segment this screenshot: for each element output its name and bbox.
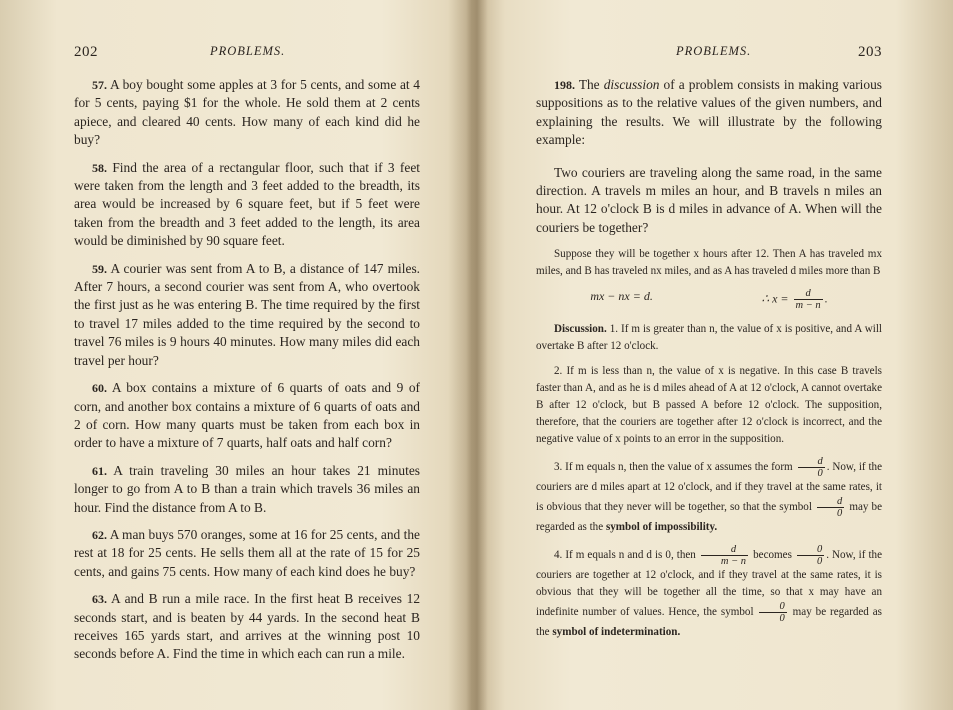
discussion-4: 4. If m equals n and d is 0, then $\frac{d}{m - n}$ becomes $\frac{0}{0}$ . Now, if the couriers are together at 12 o'clock, and if they travel at the same rates, it is obvious that they will be together all the time, so that x may have an indefinite number of values. Hence, the symbol $\frac{0}{0}$ may be regarded as the symbol of indetermination. (536, 544, 883, 639)
problem-60: 60. A box contains a mixture of 6 quarts of oats and 9 of corn, and another box contains a mixture of 6 quarts of oats and 2 of corn. How many quarts must be taken from each box in order to have a mixture of 7 quarts, half oats and half corn? (74, 380, 421, 451)
running-head-left: PROBLEMS. (210, 44, 286, 58)
problem-59: 59. A courier was sent from A to B, a distance of 147 miles. After 7 hours, a second courier was sent from A, who overtook the first just as he was entering B. The time required by the first to travel 17 miles added to the time required by the second to travel 76 miles is 9 hours 40 minutes. How many miles did each travel per hour? (74, 260, 421, 368)
running-head-right: PROBLEMS. (676, 44, 752, 58)
discussion-3: 3. If m equals n, then the value of x assumes the form $\frac{d}{0}$ . Now, if the couriers are d miles apart at 12 o'clock, and if they travel at the same rates, it is obvious that they never will be together, so that the symbol $\frac{d}{0}$ may be regarded as the symbol of impossibility. (536, 456, 882, 534)
problem-57: 57. A boy bought some apples at 3 for 5 cents, and some at 4 for 5 cents, paying $1 for the whole. He sold them at 2 cents apiece, and cleared 40 cents. How many of each kind did he buy? (74, 77, 421, 148)
discussion-1: Discussion. 1. If m is greater than n, the value of x is positive, and A will overtake B after 12 o'clock. (536, 323, 882, 353)
solution-block (536, 246, 882, 641)
section-198: 198. The discussion of a problem consists in making various suppositions as to the relative values of the given numbers, and explaining the results. We will illustrate by the following example: (536, 77, 882, 148)
discussion-2: 2. If m is less than n, the value of x is negative. In this case B travels faster than A, and as he is d miles ahead of A at 12 o'clock, A cannot overtake B after 12 o'clock, but B passed A before 12 o'clock. The supposition, therefore, that the couriers are together after 12 o'clock is incorrect, and the negative value of x points to an error in the supposition. (536, 365, 882, 446)
problem-61: 61. A train traveling 30 miles an hour takes 21 minutes longer to go from A to B than a train which travels 36 miles an hour. Find the distance from A to B. (74, 462, 420, 515)
equation-1: mx − nx = d. (590, 289, 653, 304)
problem-63: 63. A and B run a mile race. In the first heat B receives 12 seconds start, and is beaten by 44 yards. In the second heat B receives 165 yards start, and arrives at the winning post 10 seconds before A. Find the time in which each can run a mile. (74, 591, 421, 662)
supposition-text: Suppose they will be together x hours after 12. Then A has traveled mx miles, and B has traveled nx miles, and as A has traveled d miles more than B (536, 248, 882, 278)
discussion-section (536, 76, 882, 649)
example-problem: Two couriers are traveling along the same road, in the same direction. A travels m miles an hour, and B travels n miles an hour. At 12 o'clock B is d miles in advance of A. When will the couriers be together? (536, 164, 882, 235)
problem-62: 62. A man buys 570 oranges, some at 16 for 25 cents, and the rest at 18 for 25 cents. He sells them all at the rate of 15 for 25 cents, and gains 75 cents. How many of each kind does he buy? (74, 526, 420, 579)
page-number-right: 203 (858, 44, 882, 60)
problem-58: 58. Find the area of a rectangular floor, such that if 3 feet were taken from the length and 3 feet added to the breadth, its area would be increased by 6 square feet, but if 5 feet were taken from the breadth and 3 feet added to the length, its area would be diminished by 90 square feet. (74, 159, 420, 249)
page-number-left: 202 (74, 44, 98, 60)
equation-2: ∴ x = $\frac{d}{m - n}$ . (761, 288, 828, 312)
problem-list (74, 76, 420, 673)
left-page (0, 0, 476, 710)
equation-line (536, 288, 882, 311)
right-page (478, 0, 953, 710)
